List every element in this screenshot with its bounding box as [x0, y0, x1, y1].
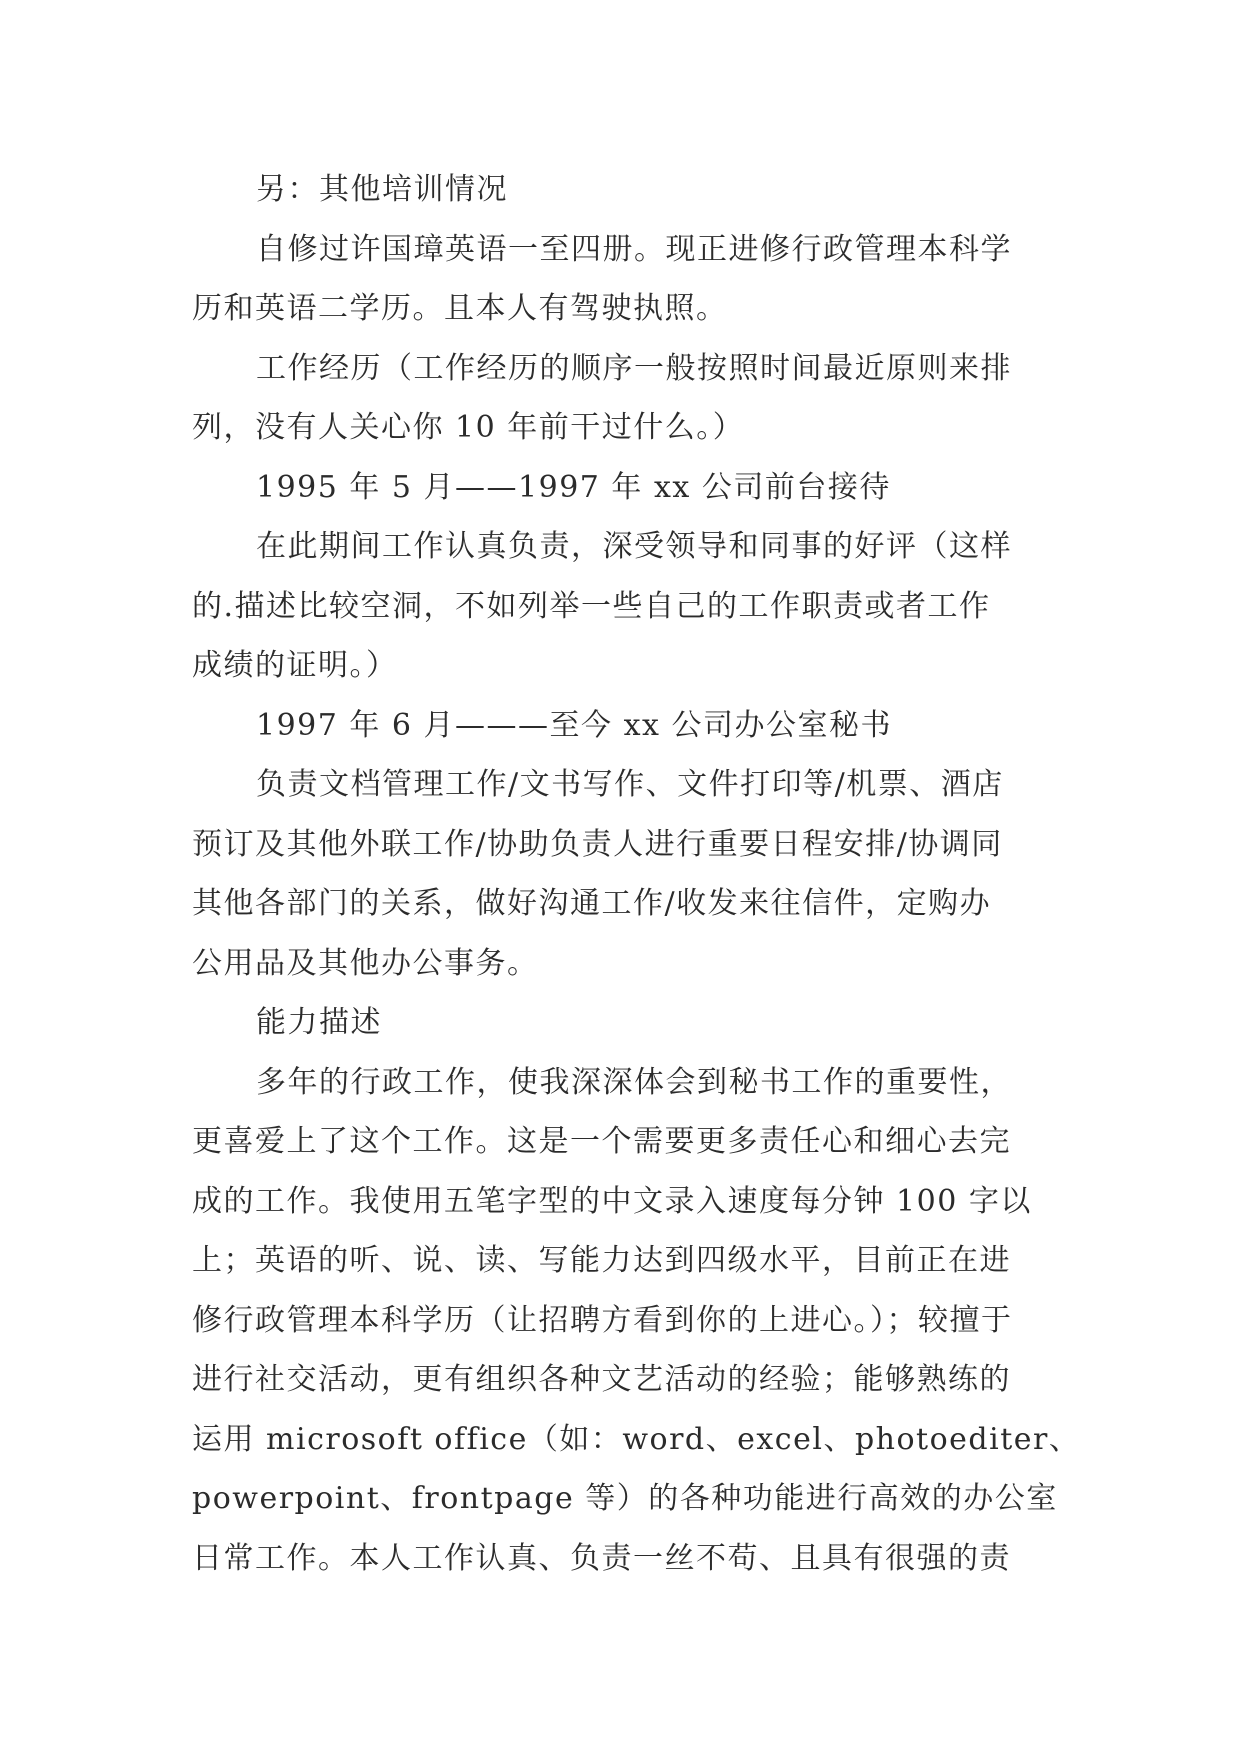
paragraph-line: 能力描述 [256, 1005, 382, 1040]
paragraph-line: 上；英语的听、说、读、写能力达到四级水平，目前正在进 [192, 1243, 1011, 1278]
paragraph-line: 成的工作。我使用五笔字型的中文录入速度每分钟 100 字以 [192, 1183, 1032, 1219]
paragraph-line: 成绩的证明。） [192, 648, 398, 683]
paragraph-line: 自修过许国璋英语一至四册。现正进修行政管理本科学 [256, 231, 1012, 267]
paragraph-line: 公用品及其他办公事务。 [192, 945, 539, 981]
paragraph-line: 运用 microsoft office（如：word、excel、photoediter、 [192, 1421, 1081, 1457]
paragraph-line: 预订及其他外联工作/协助负责人进行重要日程安排/协调同 [192, 826, 1003, 862]
paragraph-line: 负责文档管理工作/文书写作、文件打印等/机票、酒店 [256, 767, 1004, 802]
paragraph-line: 1995 年 5 月——1997 年 xx 公司前台接待 [256, 469, 891, 505]
paragraph-line: 其他各部门的关系，做好沟通工作/收发来往信件，定购办 [192, 886, 992, 921]
paragraph-line: 多年的行政工作，使我深深体会到秘书工作的重要性， [256, 1064, 1012, 1100]
paragraph-line: 历和英语二学历。且本人有驾驶执照。 [192, 291, 728, 326]
paragraph-line: 进行社交活动，更有组织各种文艺活动的经验；能够熟练的 [192, 1362, 1011, 1397]
paragraph-line: 工作经历（工作经历的顺序一般按照时间最近原则来排 [256, 350, 1012, 386]
paragraph-line: 的.描述比较空洞，不如列举一些自己的工作职责或者工作 [192, 588, 991, 624]
paragraph-line: powerpoint、frontpage 等）的各种功能进行高效的办公室 [192, 1481, 1058, 1516]
paragraph-line: 更喜爱上了这个工作。这是一个需要更多责任心和细心去完 [192, 1124, 1011, 1159]
paragraph-line: 在此期间工作认真负责，深受领导和同事的好评（这样 [256, 529, 1012, 564]
paragraph-line: 另：其他培训情况 [256, 172, 508, 207]
paragraph-line: 日常工作。本人工作认真、负责一丝不苟、且具有很强的责 [192, 1540, 1011, 1576]
paragraph-line: 修行政管理本科学历（让招聘方看到你的上进心。）；较擅于 [192, 1302, 1013, 1338]
document-body [192, 160, 1081, 1588]
paragraph-line: 1997 年 6 月———至今 xx 公司办公室秘书 [256, 707, 892, 743]
paragraph-line: 列，没有人关心你 10 年前干过什么。） [192, 410, 745, 445]
